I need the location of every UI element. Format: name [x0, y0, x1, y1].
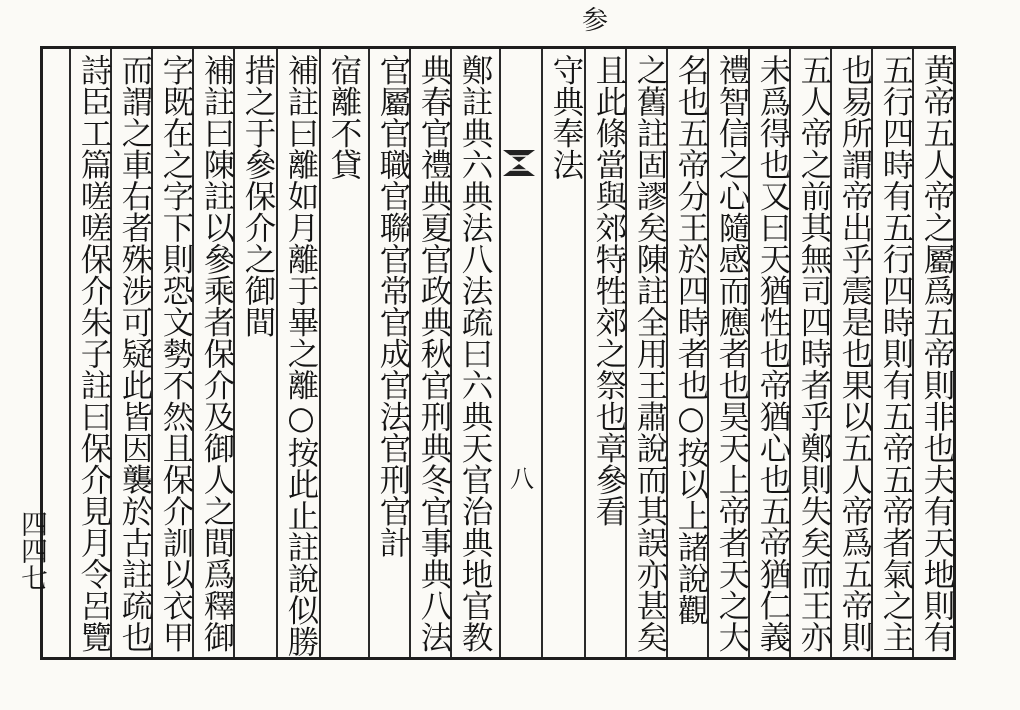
text-column: 黄帝五人帝之屬爲五帝則非也夫有天地則有: [919, 54, 955, 653]
heading-column: 措之于參保介之御間: [240, 54, 276, 338]
column-rule: [69, 49, 71, 657]
text-column: 官屬官職官聯官常官成官法官刑官計: [375, 54, 411, 558]
text-column: 五行四時有五行四時則有五帝五帝者氣之主: [878, 54, 914, 653]
fish-tail-mark: [502, 148, 536, 178]
text-column: 而謂之車右者殊涉可疑此皆因襲於古註疏也: [117, 54, 153, 653]
text-column: 也易所謂帝出乎震是也果以五人帝爲五帝則: [837, 54, 873, 653]
text-column: 之舊註固謬矣陳註全用王肅說而其誤亦甚矣: [632, 54, 668, 653]
fold-page-mark: 八: [510, 465, 534, 493]
text-column: 補註曰陳註以參乘者保介及御人之間爲釋御: [199, 54, 235, 653]
text-column: 五人帝之前其無司四時者乎鄭則失矣而王亦: [796, 54, 832, 653]
center-fold-rule: [499, 49, 501, 657]
page-header: 参: [582, 6, 609, 36]
text-column: 字既在之字下則恐文勢不然且保介訓以衣甲: [158, 54, 194, 653]
column-rule: [368, 49, 370, 657]
text-column: 且此條當與郊特牲郊之祭也章參看: [591, 54, 627, 527]
heading-column: 守典奉法: [548, 54, 584, 180]
text-column: 補註曰離如月離于畢之離○按此止註說似勝: [283, 54, 319, 657]
text-column: 禮智信之心隨感而應者也昊天上帝者天之大: [714, 54, 750, 653]
text-column: 典春官禮典夏官政典秋官刑典冬官事典八法: [416, 54, 452, 653]
text-column: 名也五帝分王於四時者也○按以上諸說觀: [673, 54, 709, 626]
heading-column: 宿離不貸: [326, 54, 362, 180]
text-column: 詩臣工篇嗟嗟保介朱子註曰保介見月令呂覽: [76, 54, 112, 653]
text-column: 未爲得也又曰天猶性也帝猶心也五帝猶仁義: [755, 54, 791, 653]
center-fold-rule: [541, 49, 543, 657]
text-column: 鄭註典六典法八法疏曰六典天官治典地官教: [457, 54, 493, 653]
page-number: 四四七: [16, 510, 47, 591]
